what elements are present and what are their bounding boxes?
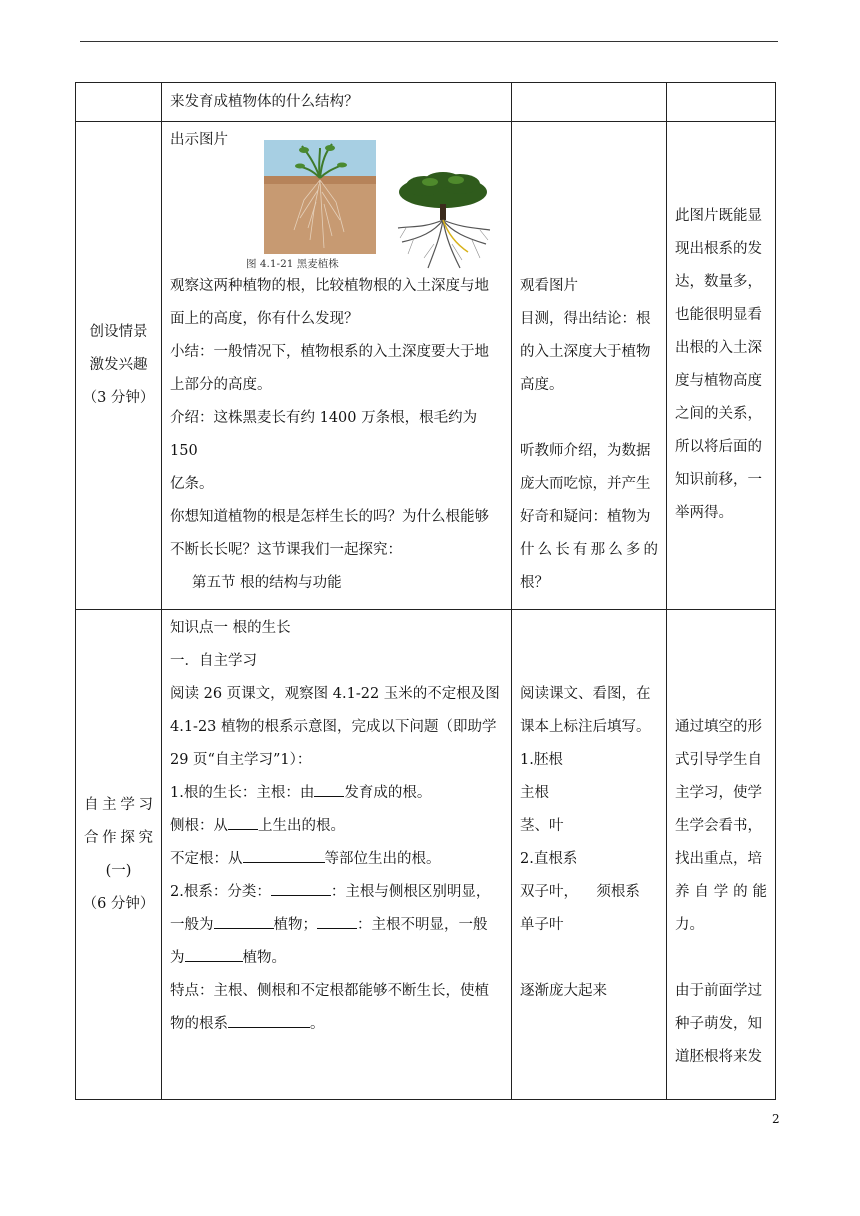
student-cell-empty bbox=[512, 83, 667, 122]
intent-text: 也能很明显看 bbox=[675, 307, 762, 323]
teacher-text: 亿条。 bbox=[170, 476, 214, 492]
intent-text: 出根的入土深 bbox=[675, 340, 762, 356]
student-text: 庞大而吃惊，并产生 bbox=[520, 476, 651, 492]
intent-text: 道胚根将来发 bbox=[675, 1049, 762, 1065]
teacher-cell bbox=[162, 122, 512, 610]
knowledge-point-title: 知识点一 根的生长 bbox=[170, 620, 291, 636]
stage-cell bbox=[76, 122, 162, 610]
teacher-text: 29 页“自主学习”1）： bbox=[170, 752, 312, 768]
student-text bbox=[512, 402, 666, 435]
stage-label: 自主学习 bbox=[84, 796, 153, 813]
lesson-plan-table bbox=[75, 82, 776, 1100]
intent-text: 通过填空的形 bbox=[675, 719, 762, 735]
intent-text: 举两得。 bbox=[675, 505, 733, 521]
blank-field[interactable] bbox=[314, 782, 344, 797]
table-row bbox=[76, 610, 776, 1100]
student-text: 主根 bbox=[520, 785, 549, 801]
intent-text: 此图片既能显 bbox=[675, 208, 762, 224]
student-text: 双子叶， 须根系 bbox=[520, 884, 640, 900]
student-cell bbox=[512, 610, 667, 1100]
intent-cell bbox=[667, 610, 776, 1100]
page-number: 2 bbox=[772, 1112, 780, 1126]
teacher-text: 你想知道植物的根是怎样生长的吗？为什么根能够 bbox=[170, 509, 489, 525]
student-text: 高度。 bbox=[520, 377, 564, 393]
intent-text: 力。 bbox=[675, 917, 704, 933]
tree-root-figure bbox=[394, 172, 492, 270]
stage-duration: （6 分钟） bbox=[82, 895, 155, 912]
fill-in-line: 1.根的生长：主根：由 发育成的根。 bbox=[162, 777, 511, 810]
teacher-cell bbox=[162, 610, 512, 1100]
intent-text: 养自学的能 bbox=[675, 884, 767, 900]
student-text: 茎、叶 bbox=[520, 818, 564, 834]
teacher-text: 面上的高度，你有什么发现？ bbox=[170, 311, 359, 327]
student-text: 听教师介绍，为数据 bbox=[520, 443, 651, 459]
section-title: 第五节 根的结构与功能 bbox=[192, 575, 342, 591]
fill-in-line: 为 植物。 bbox=[162, 942, 511, 975]
blank-field[interactable] bbox=[271, 881, 331, 896]
stage-label: 合作探究 bbox=[84, 829, 153, 846]
stage-label: (一) bbox=[105, 862, 132, 879]
blank-field[interactable] bbox=[228, 815, 258, 830]
student-text: 阅读课文、看图，在 bbox=[520, 686, 651, 702]
stage-label: 激发兴趣 bbox=[89, 357, 148, 373]
teacher-text: 4.1-23 植物的根系示意图，完成以下问题（即助学 bbox=[170, 719, 497, 735]
intent-cell bbox=[667, 122, 776, 610]
stage-label: 创设情景 bbox=[89, 324, 148, 340]
fill-in-line: 2.根系：分类： ：主根与侧根区别明显， bbox=[162, 876, 511, 909]
intent-text: 生学会看书， bbox=[675, 818, 762, 834]
intent-text: 式引导学生自 bbox=[675, 752, 762, 768]
teacher-text: 一．自主学习 bbox=[170, 653, 257, 669]
student-cell bbox=[512, 122, 667, 610]
blank-field[interactable] bbox=[317, 914, 357, 929]
teacher-text: 小结：一般情况下，植物根系的入土深度要大于地 bbox=[170, 344, 489, 360]
student-text: 什么长有那么多的 bbox=[520, 542, 658, 558]
teacher-text: 特点：主根、侧根和不定根都能够不断生长，使植 bbox=[170, 983, 489, 999]
student-text: 1.胚根 bbox=[520, 752, 563, 768]
teacher-text: 观察这两种植物的根，比较植物根的入土深度与地 bbox=[170, 278, 489, 294]
fill-in-line: 不定根：从 等部位生出的根。 bbox=[162, 843, 511, 876]
intent-text: 找出重点，培 bbox=[675, 851, 762, 867]
intent-text: 达，数量多， bbox=[675, 274, 762, 290]
blank-field[interactable] bbox=[243, 848, 325, 863]
intent-text: 主学习，使学 bbox=[675, 785, 762, 801]
table-row bbox=[76, 122, 776, 610]
fill-in-line: 物的根系 。 bbox=[162, 1008, 511, 1041]
stage-cell bbox=[76, 610, 162, 1100]
teacher-cell bbox=[162, 83, 512, 122]
fill-in-line: 一般为 植物； ：主根不明显，一般 bbox=[162, 909, 511, 942]
intent-text: 度与植物高度 bbox=[675, 373, 762, 389]
teacher-text: 来发育成植物体的什么结构？ bbox=[170, 93, 359, 110]
figure-area bbox=[162, 122, 511, 270]
intent-text bbox=[667, 942, 775, 975]
stage-duration: （3 分钟） bbox=[82, 390, 155, 406]
intent-cell-empty bbox=[667, 83, 776, 122]
table-row bbox=[76, 83, 776, 122]
intent-text: 由于前面学过 bbox=[675, 983, 762, 999]
student-text: 单子叶 bbox=[520, 917, 564, 933]
intent-text: 现出根系的发 bbox=[675, 241, 762, 257]
student-text: 课本上标注后填写。 bbox=[520, 719, 651, 735]
intent-text: 种子萌发，知 bbox=[675, 1016, 762, 1032]
student-text bbox=[512, 942, 666, 975]
intent-text: 知识前移，一 bbox=[675, 472, 762, 488]
student-text: 好奇和疑问：植物为 bbox=[520, 509, 651, 525]
fill-in-line: 侧根：从 上生出的根。 bbox=[162, 810, 511, 843]
student-text: 观看图片 bbox=[520, 278, 578, 294]
teacher-text: 不断长长呢？这节课我们一起探究： bbox=[170, 542, 402, 558]
stage-cell-empty bbox=[76, 83, 162, 122]
student-text: 目测，得出结论：根 bbox=[520, 311, 651, 327]
intent-text: 之间的关系， bbox=[675, 406, 762, 422]
student-text: 逐渐庞大起来 bbox=[520, 983, 607, 999]
student-text: 根？ bbox=[520, 575, 549, 591]
teacher-text: 介绍：这株黑麦长有约 1400 万条根，根毛约为 150 bbox=[170, 410, 478, 459]
student-text: 2.直根系 bbox=[520, 851, 578, 867]
teacher-text: 上部分的高度。 bbox=[170, 377, 272, 393]
intent-text: 所以将后面的 bbox=[675, 439, 762, 455]
figure-caption: 图 4.1-21 黑麦植株 bbox=[246, 258, 339, 270]
rye-plant-figure bbox=[264, 140, 376, 254]
figure-label: 出示图片 bbox=[170, 132, 228, 148]
student-text: 的入土深度大于植物 bbox=[520, 344, 651, 360]
blank-field[interactable] bbox=[185, 947, 243, 962]
teacher-text: 阅读 26 页课文，观察图 4.1-22 玉米的不定根及图 bbox=[170, 686, 500, 702]
header-rule bbox=[80, 41, 778, 42]
blank-field[interactable] bbox=[228, 1013, 310, 1028]
blank-field[interactable] bbox=[214, 914, 274, 929]
